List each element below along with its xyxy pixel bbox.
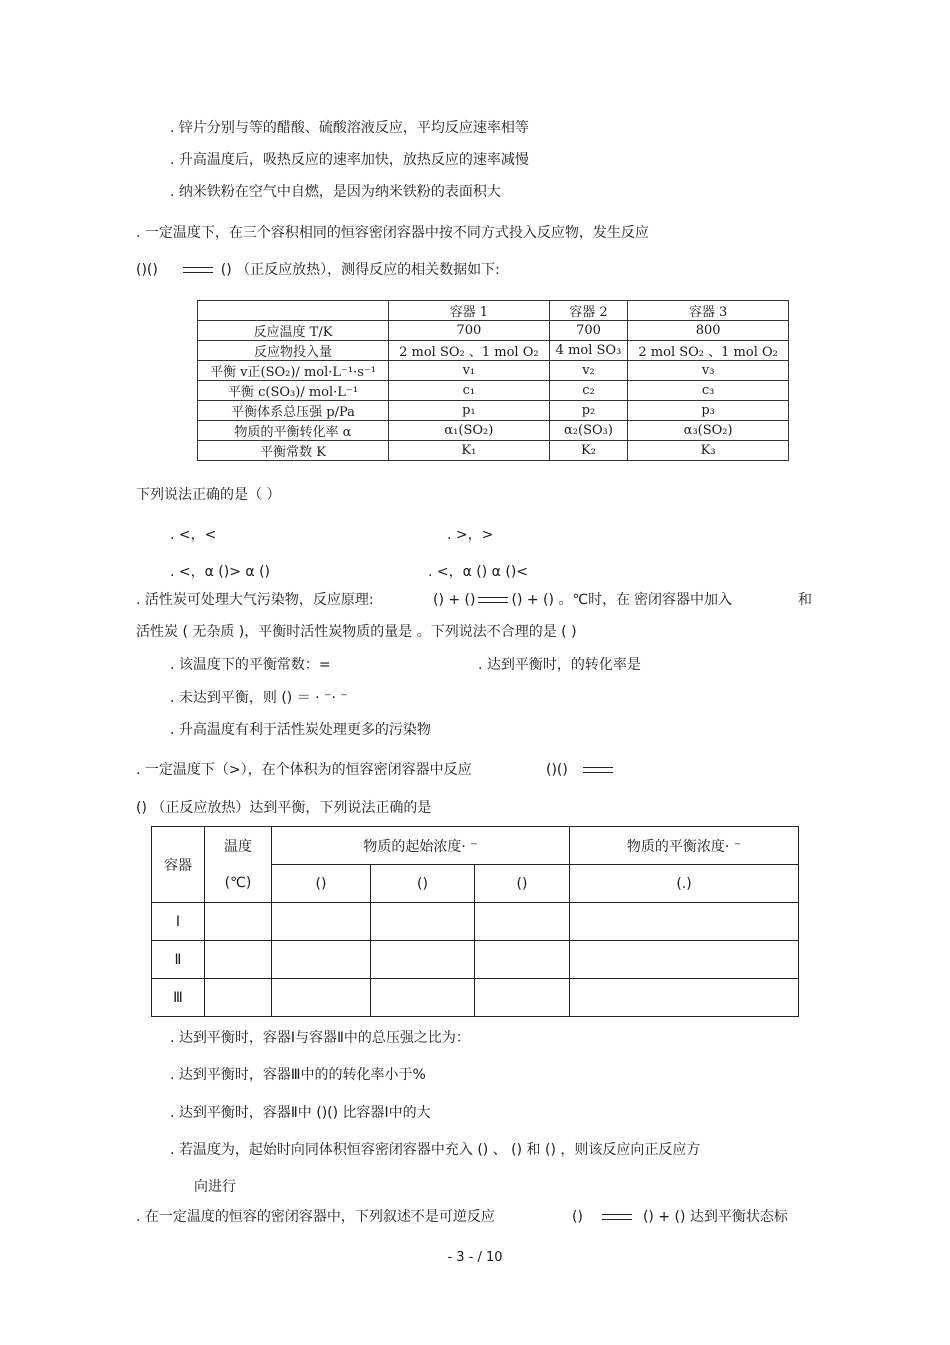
formula-text bbox=[433, 590, 630, 610]
equilibrium-arrow-icon bbox=[602, 1212, 632, 1222]
text-span: () + () 达到平衡状态标 bbox=[642, 1209, 788, 1225]
table-cell: 800 bbox=[628, 321, 789, 341]
option-c: . 达到平衡时，容器Ⅱ中 ()() 比容器Ⅰ中的大 bbox=[170, 1105, 431, 1121]
table-cell: v₂ bbox=[549, 361, 628, 381]
option-d: . 升高温度有利于活性炭处理更多的污染物 bbox=[170, 722, 431, 738]
table-cell bbox=[371, 979, 475, 1017]
table-cell: 物质的平衡浓度· ⁻ bbox=[570, 827, 799, 865]
table-cell: Ⅰ bbox=[152, 903, 205, 941]
formula-text: () （正反应放热），测得反应的相关数据如下: bbox=[220, 262, 500, 278]
table-cell bbox=[475, 979, 570, 1017]
table-cell: α₁(SO₂) bbox=[389, 421, 550, 441]
table-cell: () bbox=[371, 865, 475, 903]
question-text: 活性炭 ( 无杂质 )，平衡时活性炭物质的量是 。下列说法不合理的是 ( ) bbox=[136, 624, 577, 640]
table-cell bbox=[371, 941, 475, 979]
question-text: . 在一定温度的恒容的密闭容器中，下列叙述不是可逆反应 bbox=[136, 1209, 495, 1225]
table-cell: 4 mol SO₃ bbox=[549, 341, 628, 361]
table-row bbox=[198, 421, 789, 441]
table-cell: Ⅲ bbox=[152, 979, 205, 1017]
text-span: . 活性炭可处理大气污染物，反应原理: bbox=[136, 592, 374, 608]
table-header-row bbox=[198, 301, 789, 321]
data-table-2 bbox=[151, 826, 799, 1017]
table-cell: 反应物投入量 bbox=[198, 341, 389, 361]
equilibrium-arrow-icon bbox=[583, 765, 613, 775]
table-row bbox=[152, 979, 799, 1017]
table-cell: p₂ bbox=[549, 401, 628, 421]
table-cell: (.) bbox=[570, 865, 799, 903]
table-header-row bbox=[152, 865, 799, 903]
option-d: . <，α () α ()< bbox=[428, 564, 529, 580]
option-line: . 锌片分别与等的醋酸、硫酸溶液反应，平均反应速率相等 bbox=[170, 120, 529, 136]
table-cell bbox=[205, 941, 272, 979]
option-c: . <，α ()> α () bbox=[170, 564, 271, 580]
option-c: . 未达到平衡，则 () ＝ · ⁻· ⁻ bbox=[170, 690, 348, 706]
question-text: . 一定温度下，在三个容积相同的恒容密闭容器中按不同方式投入反应物，发生反应 bbox=[136, 225, 649, 241]
option-b: . >，> bbox=[447, 527, 494, 543]
table-cell bbox=[272, 941, 371, 979]
table-cell bbox=[475, 941, 570, 979]
table-cell: 平衡常数 K bbox=[198, 441, 389, 461]
table-cell: 容器 2 bbox=[549, 301, 628, 321]
text-span: 密闭容器中加入 bbox=[634, 592, 732, 608]
equilibrium-arrow-icon bbox=[183, 265, 213, 275]
table-cell: K₂ bbox=[549, 441, 628, 461]
table-cell: 容器 3 bbox=[628, 301, 789, 321]
table-cell bbox=[475, 903, 570, 941]
table-cell: (℃) bbox=[205, 865, 272, 903]
table-cell: p₃ bbox=[628, 401, 789, 421]
question-prompt: 下列说法正确的是（ ） bbox=[136, 487, 281, 503]
text-span: () bbox=[572, 1209, 583, 1225]
text-span: ()() bbox=[546, 762, 568, 778]
table-cell: () bbox=[475, 865, 570, 903]
table-cell: v₁ bbox=[389, 361, 550, 381]
table-cell bbox=[198, 301, 389, 321]
table-cell: 平衡 v正(SO₂)/ mol·L⁻¹·s⁻¹ bbox=[198, 361, 389, 381]
text-span: () + () bbox=[433, 592, 476, 608]
question-text: () （正反应放热）达到平衡，下列说法正确的是 bbox=[136, 800, 432, 816]
table-row bbox=[198, 381, 789, 401]
option-line: . 纳米铁粉在空气中自燃，是因为纳米铁粉的表面积大 bbox=[170, 184, 501, 200]
table-cell: 物质的平衡转化率 α bbox=[198, 421, 389, 441]
table-row bbox=[152, 903, 799, 941]
table-cell: 容器 bbox=[152, 827, 205, 903]
table-cell: 物质的起始浓度· ⁻ bbox=[272, 827, 570, 865]
table-cell: 2 mol SO₂ 、1 mol O₂ bbox=[628, 341, 789, 361]
table-cell: () bbox=[272, 865, 371, 903]
table-cell bbox=[570, 979, 799, 1017]
option-a: . 达到平衡时，容器Ⅰ与容器Ⅱ中的总压强之比为： bbox=[170, 1030, 470, 1046]
text-span: 和 bbox=[798, 592, 812, 608]
option-d: . 若温度为，起始时向同体积恒容密闭容器中充入 () 、 () 和 () ，则该反应向正反应方 bbox=[170, 1142, 701, 1158]
formula-text bbox=[572, 1207, 788, 1227]
option-a: . 该温度下的平衡常数：= bbox=[170, 657, 331, 673]
table-cell: 700 bbox=[549, 321, 628, 341]
table-cell: α₃(SO₂) bbox=[628, 421, 789, 441]
table-cell bbox=[205, 979, 272, 1017]
table-cell bbox=[570, 903, 799, 941]
table-cell bbox=[272, 903, 371, 941]
table-row bbox=[198, 321, 789, 341]
table-cell bbox=[371, 903, 475, 941]
table-cell bbox=[272, 979, 371, 1017]
option-d-continued: 向进行 bbox=[194, 1179, 236, 1195]
table-cell: K₁ bbox=[389, 441, 550, 461]
table-cell: p₁ bbox=[389, 401, 550, 421]
table-cell: Ⅱ bbox=[152, 941, 205, 979]
equilibrium-arrow-icon bbox=[478, 595, 508, 605]
table-cell: 平衡体系总压强 p/Pa bbox=[198, 401, 389, 421]
table-cell bbox=[205, 903, 272, 941]
table-header-row bbox=[152, 827, 799, 865]
option-a: . <，< bbox=[170, 527, 217, 543]
formula-text bbox=[546, 760, 616, 780]
table-row bbox=[198, 401, 789, 421]
table-cell: α₂(SO₃) bbox=[549, 421, 628, 441]
option-b: . 达到平衡时，容器Ⅲ中的的转化率小于% bbox=[170, 1067, 426, 1083]
table-cell: 平衡 c(SO₃)/ mol·L⁻¹ bbox=[198, 381, 389, 401]
table-cell: 700 bbox=[389, 321, 550, 341]
table-row bbox=[198, 441, 789, 461]
table-cell: 反应温度 T/K bbox=[198, 321, 389, 341]
data-table-1 bbox=[197, 300, 789, 461]
option-line: . 升高温度后，吸热反应的速率加快，放热反应的速率减慢 bbox=[170, 152, 529, 168]
table-cell: 2 mol SO₂ 、1 mol O₂ bbox=[389, 341, 550, 361]
table-cell: K₃ bbox=[628, 441, 789, 461]
table-cell bbox=[570, 941, 799, 979]
table-row bbox=[198, 341, 789, 361]
page-number: - 3 - / 10 bbox=[447, 1250, 503, 1265]
text-span: () + () 。℃时，在 bbox=[511, 592, 631, 608]
table-cell: 温度 bbox=[205, 827, 272, 865]
question-text bbox=[136, 590, 374, 610]
table-cell: 容器 1 bbox=[389, 301, 550, 321]
formula-text: ()() bbox=[136, 262, 158, 278]
table-row bbox=[152, 941, 799, 979]
question-text: . 一定温度下（>），在个体积为的恒容密闭容器中反应 bbox=[136, 762, 472, 778]
table-cell: c₃ bbox=[628, 381, 789, 401]
option-b: . 达到平衡时，的转化率是 bbox=[478, 657, 641, 673]
table-cell: v₃ bbox=[628, 361, 789, 381]
table-cell: c₂ bbox=[549, 381, 628, 401]
question-text bbox=[136, 260, 500, 280]
table-row bbox=[198, 361, 789, 381]
table-cell: c₁ bbox=[389, 381, 550, 401]
